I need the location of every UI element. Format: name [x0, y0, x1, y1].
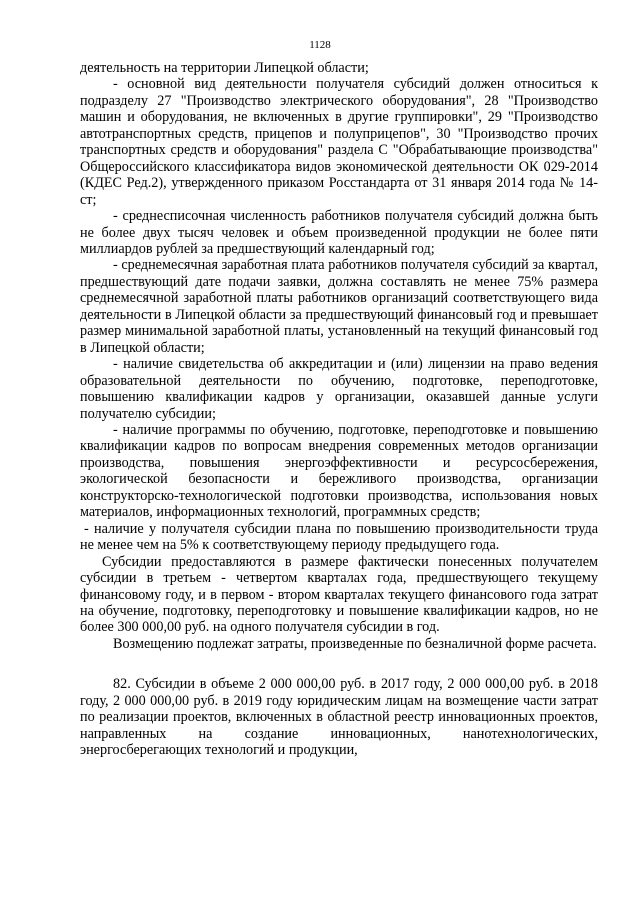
- paragraph-activity-territory: деятельность на территории Липецкой области;: [80, 60, 369, 76]
- paragraph-accreditation: - наличие свидетельства об аккредитации и (или) лицензии на право ведения образовательной деятельности по обучению, подготовке, переподготовке, повышению квалификации кадров у организации, оказавшей данные услуги получателю субсидии;: [80, 356, 598, 422]
- page-number: 1128: [309, 39, 331, 51]
- paragraph-training-program: - наличие программы по обучению, подготовке, переподготовке и повышению квалификации кадров по вопросам внедрения современных методов организации производства, повышения энергоэффективности и ресурсосбережения, экологической безопасности и бережливого производства, организации конструкторско-технологической подготовки производства, использования новых материалов, информационных технологий, программных средств;: [80, 421, 598, 521]
- paragraph-main-activity: - основной вид деятельности получателя субсидий должен относиться к подразделу 27 "Производство электрического оборудования", 28 "Производство машин и оборудования, не включенных в другие группировки", 29 "Производство автотранспортных средств, прицепов и полуприцепов", 30 "Производство прочих транспортных средств и оборудования" раздела С "Обрабатывающие производства" Общероссийского классификатора видов экономической деятельности ОК 029-2014 (КДЕС Ред.2), утвержденного приказом Росстандарта от 31 января 2014 года № 14-ст;: [80, 76, 598, 208]
- paragraph-item-82: 82. Субсидии в объеме 2 000 000,00 руб. в 2017 году, 2 000 000,00 руб. в 2018 году, 2 000 000,00 руб. в 2019 году юридическим лицам на возмещение части затрат по реализации проектов, включенных в областной реестр инновационных проектов, направленных на создание инновационных, нанотехнологических, энергосберегающих технологий и продукции,: [80, 676, 598, 759]
- paragraph-productivity-plan: - наличие у получателя субсидии плана по повышению производительности труда не менее чем на 5% к соответствующему периоду предыдущего года.: [80, 520, 598, 554]
- paragraph-headcount: - среднесписочная численность работников получателя субсидий должна быть не более двух тысяч человек и объем произведенной продукции не более пяти миллиардов рублей за предшествующий календарный год;: [80, 208, 598, 257]
- paragraph-subsidy-amount: Субсидии предоставляются в размере фактически понесенных получателем субсидии в третьем - четвертом кварталах года, предшествующего текущему финансовому году, и в первом - втором кварталах текущего финансового года затрат на обучение, подготовку, переподготовку и повышение квалификации кадров, но не более 300 000,00 руб. на одного получателя субсидии в год.: [80, 553, 598, 636]
- document-body: [80, 60, 598, 759]
- paragraph-average-salary: - среднемесячная заработная плата работников получателя субсидий за квартал, предшествующий дате подачи заявки, должна составлять не менее 75% размера среднемесячной заработной платы работников организаций соответствующего вида деятельности в Липецкой области за предшествующий финансовый год и превышает размер минимальной заработной платы, установленный на текущий финансовый год в Липецкой области;: [80, 257, 598, 356]
- paragraph-reimbursement: Возмещению подлежат затраты, произведенные по безналичной форме расчета.: [113, 635, 597, 652]
